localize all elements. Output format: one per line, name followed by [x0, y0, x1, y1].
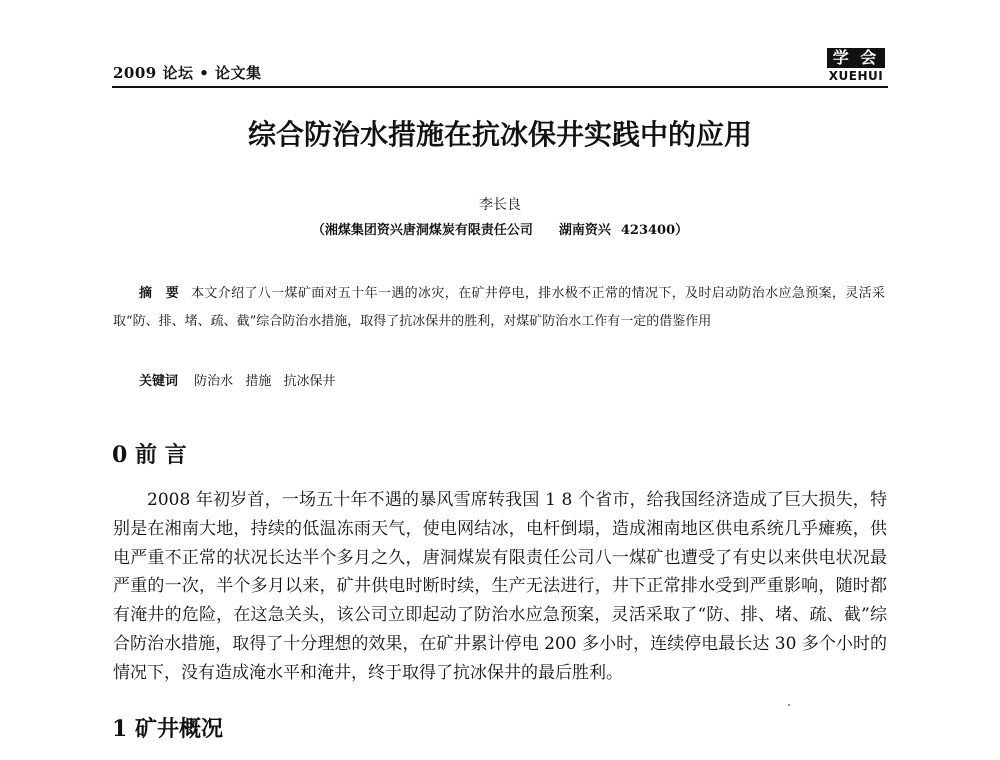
section-heading-mine-overview: 1 矿井概况 — [112, 716, 223, 742]
header-divider — [112, 86, 888, 88]
affiliation-org: （湘煤集团资兴唐洞煤炭有限责任公司 — [311, 223, 533, 238]
running-header: 2009 论坛 • 论文集 — [113, 64, 262, 82]
abstract-label: 摘 要 — [139, 286, 180, 301]
abstract — [113, 280, 885, 336]
keyword-item: 防治水 — [194, 374, 234, 389]
paper-title: 综合防治水措施在抗冰保井实践中的应用 — [247, 118, 752, 151]
affiliation-zip: 423400） — [620, 223, 689, 238]
affiliation — [0, 219, 1000, 238]
affiliation-city: 湖南资兴 — [558, 223, 611, 238]
keywords — [139, 370, 343, 389]
xuehui-logo — [826, 48, 886, 83]
author-name: 李长良 — [479, 197, 521, 213]
logo-text: XUEHUI — [828, 69, 884, 83]
scan-speck — [788, 704, 790, 706]
keyword-item: 抗冰保井 — [283, 374, 336, 389]
section-heading-preface: 0 前 言 — [112, 442, 187, 468]
keywords-label: 关键词 — [139, 374, 179, 389]
keyword-item: 措施 — [245, 374, 272, 389]
logo-mark: 学 会 — [827, 48, 886, 68]
abstract-text: 本文介绍了八一煤矿面对五十年一遇的冰灾，在矿井停电，排水极不正常的情况下，及时启动防治水应急预案，灵活采取“防、排、堵、疏、截”综合防治水措施，取得了抗冰保井的胜利，对煤矿防治水工作有一定的借鉴作用 — [113, 286, 885, 329]
preface-paragraph: 2008 年初岁首，一场五十年不遇的暴风雪席转我国 1 8 个省市，给我国经济造成了巨大损失，特别是在湘南大地，持续的低温冻雨天气，使电网结冰，电杆倒塌，造成湘南地区供电系统几乎瘫痪，供电严重不正常的状况长达半个多月之久，唐洞煤炭有限责任公司八一煤矿也遭受了有史以来供电状况最严重的一次，半个多月以来，矿井供电时断时续，生产无法进行，井下正常排水受到严重影响，随时都有淹井的危险，在这急关头，该公司立即起动了防治水应急预案，灵活采取了“防、排、堵、疏、截”综合防治水措施，取得了十分理想的效果，在矿井累计停电 200 多小时，连续停电最长达 30 多个小时的情况下，没有造成淹水平和淹井，终于取得了抗冰保井的最后胜利。 — [113, 490, 887, 683]
